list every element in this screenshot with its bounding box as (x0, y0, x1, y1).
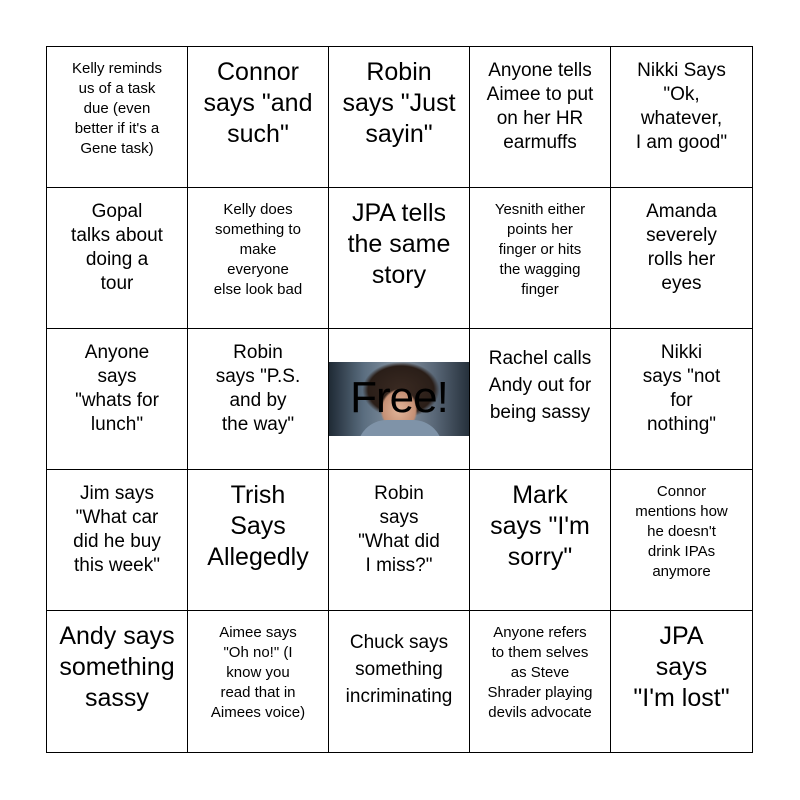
bingo-cell[interactable] (470, 611, 611, 752)
cell-text: JPA tells the same story (347, 199, 451, 289)
bingo-cell[interactable] (470, 188, 611, 329)
free-space-label: Free! (350, 373, 448, 422)
cell-text: Trish Says Allegedly (207, 481, 309, 571)
bingo-cell[interactable] (329, 611, 470, 752)
bingo-cell[interactable] (329, 47, 470, 188)
cell-text: Yesnith either points her finger or hits the wagging finger (494, 201, 586, 298)
bingo-cell[interactable] (611, 329, 752, 470)
cell-text: Kelly reminds us of a task due (even better if it's a Gene task) (71, 60, 163, 157)
cell-text: Nikki says "not for nothing" (642, 342, 721, 435)
cell-text: Robin says "P.S. and by the way" (215, 342, 301, 435)
bingo-cell[interactable] (188, 470, 329, 611)
bingo-cell[interactable] (188, 188, 329, 329)
free-space-cell[interactable] (329, 329, 470, 470)
cell-text: Amanda severely rolls her eyes (646, 201, 717, 294)
cell-text: Anyone tells Aimee to put on her HR earmuffs (486, 60, 594, 153)
bingo-cell[interactable] (47, 611, 188, 752)
bingo-cell[interactable] (470, 47, 611, 188)
cell-text: Mark says "I'm sorry" (490, 481, 590, 571)
cell-text: Jim says "What car did he buy this week" (73, 483, 161, 576)
cell-text: JPA says "I'm lost" (633, 622, 730, 712)
bingo-cell[interactable] (470, 329, 611, 470)
cell-text: Rachel calls Andy out for being sassy (488, 348, 592, 423)
free-space-image (329, 362, 469, 436)
cell-text: Robin says "Just sayin" (342, 58, 456, 148)
cell-text: Connor says "and such" (203, 58, 313, 148)
cell-text: Anyone refers to them selves as Steve Shrader playing devils advocate (487, 624, 593, 721)
bingo-cell[interactable] (188, 47, 329, 188)
cell-text: Connor mentions how he doesn't drink IPAs anymore (635, 483, 728, 580)
bingo-cell[interactable] (611, 611, 752, 752)
cell-text: Chuck says something incriminating (345, 632, 453, 707)
bingo-cell[interactable] (611, 470, 752, 611)
bingo-cell[interactable] (47, 329, 188, 470)
cell-text: Aimee says "Oh no!" (I know you read that in Aimees voice) (210, 624, 306, 721)
bingo-cell[interactable] (329, 470, 470, 611)
bingo-cell[interactable] (470, 470, 611, 611)
cell-text: Gopal talks about doing a tour (71, 201, 163, 294)
bingo-cell[interactable] (47, 188, 188, 329)
cell-text: Nikki Says "Ok, whatever, I am good" (635, 60, 728, 153)
bingo-cell[interactable] (329, 188, 470, 329)
cell-text: Anyone says "whats for lunch" (75, 342, 159, 435)
bingo-cell[interactable] (188, 611, 329, 752)
cell-text: Kelly does something to make everyone else look bad (213, 201, 303, 298)
cell-text: Andy says something sassy (59, 622, 175, 712)
bingo-cell[interactable] (47, 470, 188, 611)
cell-text: Robin says "What did I miss?" (358, 483, 440, 576)
bingo-cell[interactable] (611, 188, 752, 329)
bingo-cell[interactable] (47, 47, 188, 188)
bingo-cell[interactable] (188, 329, 329, 470)
bingo-cell[interactable] (611, 47, 752, 188)
bingo-board (46, 46, 753, 753)
